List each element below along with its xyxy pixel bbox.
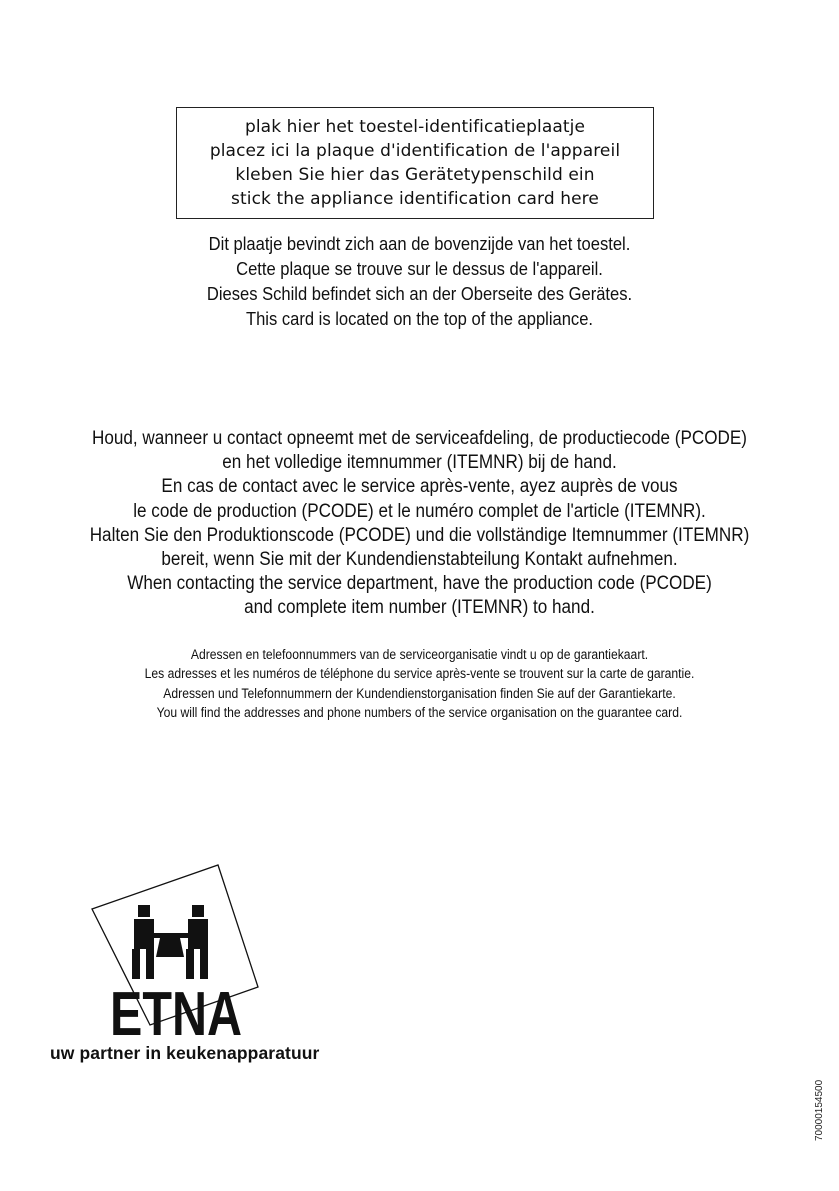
document-code: 70000154500 [814,1079,825,1141]
etna-logo [80,865,260,1049]
plate-text-de: kleben Sie hier das Gerätetypenschild ein [235,165,595,185]
address-text-nl: Adressen en telefoonnummers van de serviceorganisatie vindt u op de garantiekaart. [190,647,649,662]
address-text-de: Adressen und Telefonnummern der Kundendienstorganisation finden Sie auf der Garantiekarte. [163,685,676,701]
contact-text-line: en het volledige itemnummer (ITEMNR) bij de hand. [222,452,617,474]
contact-text-line: Houd, wanneer u contact opneemt met de serviceafdeling, de productiecode (PCODE) [92,428,747,449]
identification-plate-box [176,107,654,219]
contact-text-line: Halten Sie den Produktionscode (PCODE) und die vollständige Itemnummer (ITEMNR) [89,524,750,546]
plate-text-fr: placez ici la plaque d'identification de l'appareil [209,141,621,161]
contact-text-line: le code de production (PCODE) et le numéro complet de l'article (ITEMNR). [133,500,706,522]
contact-text-line: When contacting the service department, have the production code (PCODE) [127,573,712,595]
plate-text-nl: plak hier het toestel-identificatieplaatje [244,117,586,137]
contact-text-line: En cas de contact avec le service après-vente, ayez auprès de vous [161,476,678,498]
address-text-fr: Les adresses et les numéros de téléphone du service après-vente se trouvent sur la carte de garantie. [144,666,695,682]
location-text-de: Dieses Schild befindet sich an der Oberseite des Gerätes. [206,284,633,304]
location-text-nl: Dit plaatje bevindt zich aan de bovenzijde van het toestel. [208,234,631,254]
address-text-en: You will find the addresses and phone numbers of the service organisation on the guarantee card. [156,704,683,720]
plate-location-notice [0,232,839,332]
contact-text-line: and complete item number (ITEMNR) to hand. [244,597,595,619]
location-text-en: This card is located on the top of the appliance. [245,309,594,329]
brand-tagline: uw partner in keukenapparatuur [50,1043,320,1063]
logo-wordmark: ETNA [110,980,242,1049]
location-text-fr: Cette plaque se trouve sur le dessus de l'appareil. [236,259,603,279]
carrying-figures-icon [132,905,208,979]
service-contact-notice [0,427,839,621]
contact-text-line: bereit, wenn Sie mit der Kundendienstabteilung Kontakt aufnehmen. [161,549,678,571]
address-notice [0,645,839,722]
plate-text-en: stick the appliance identification card here [231,189,599,209]
